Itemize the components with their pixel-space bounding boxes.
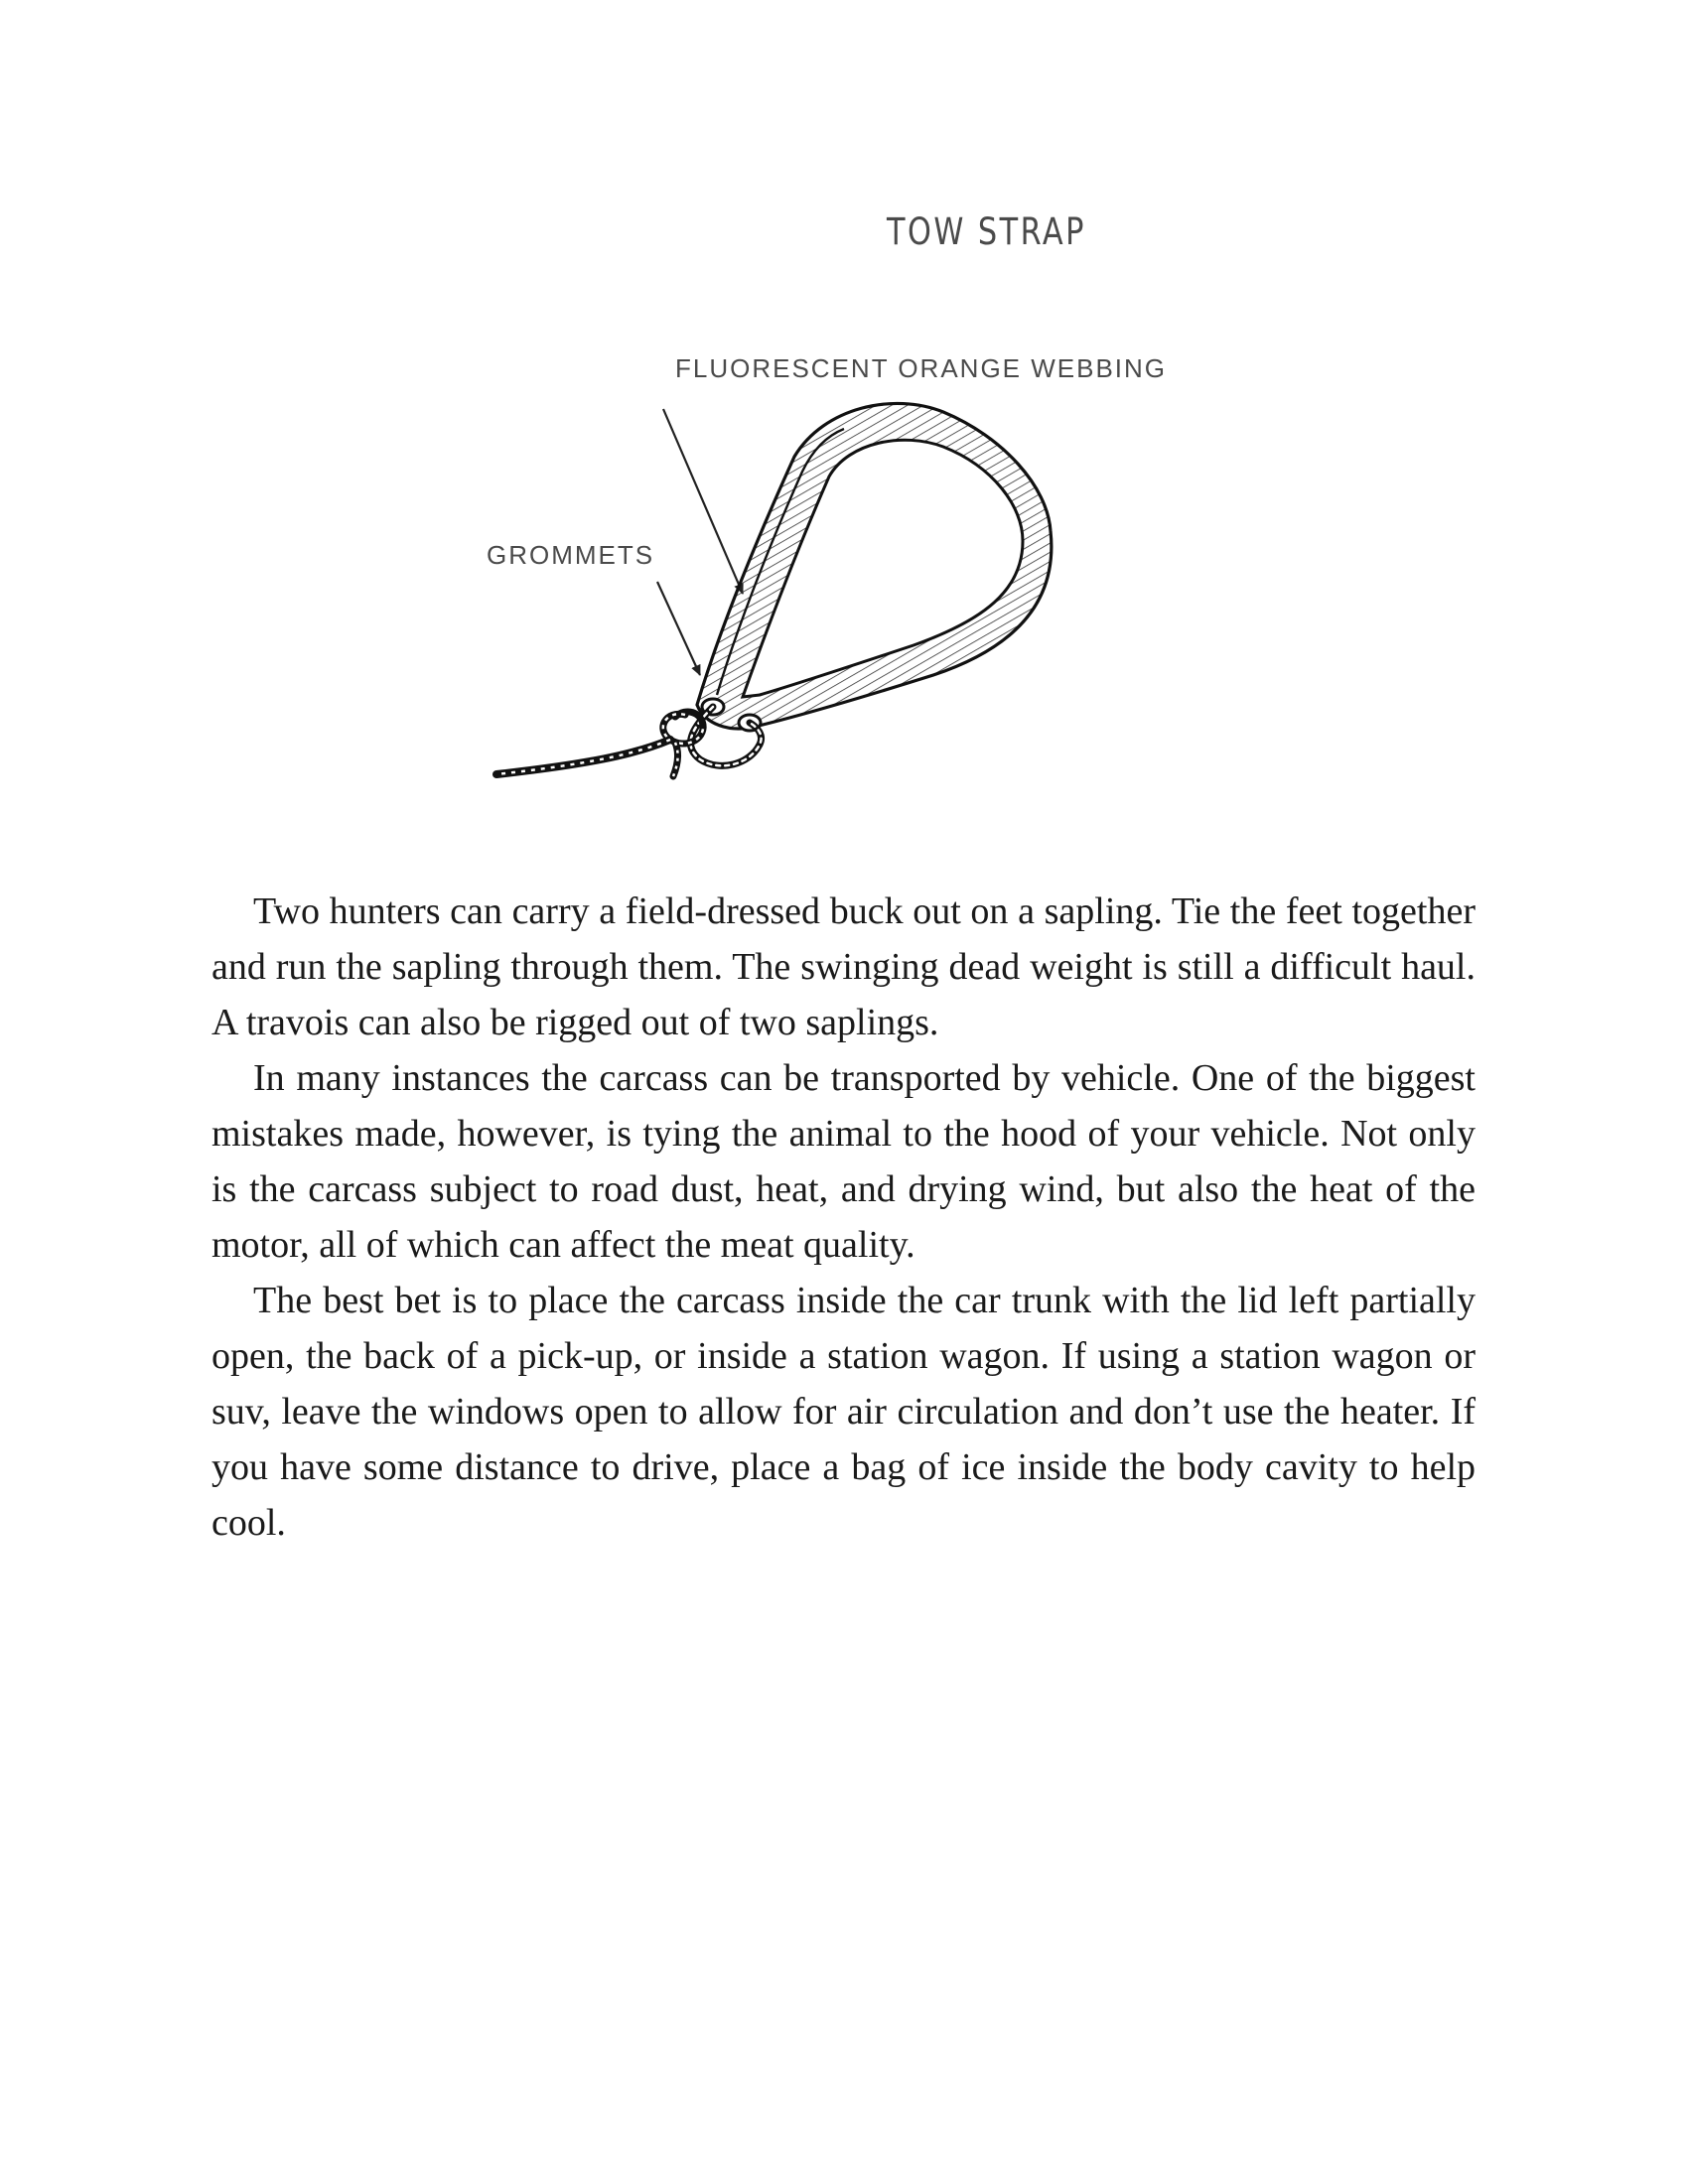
paragraph: Two hunters can carry a field-dressed buck out on a sapling. Tie the feet together and run the sapling through them. The swinging dead weight is still a difficult haul. A travois can also be rigged out of two saplings.	[211, 890, 1476, 1043]
rope-tail	[496, 740, 670, 774]
tow-strap-illustration	[467, 347, 1221, 824]
grommets-callout-label: GROMMETS	[487, 540, 655, 570]
webbing-arrow	[663, 409, 743, 594]
body-text	[211, 884, 1476, 1551]
paragraph: In many instances the carcass can be transported by vehicle. One of the biggest mistakes made, however, is tying the animal to the hood of your vehicle. Not only is the carcass subject to road dust, heat, and drying wind, but also the heat of the motor, all of which can affect the meat quality.	[211, 1057, 1476, 1266]
paragraph: The best bet is to place the carcass inside the car trunk with the lid left partially open, the back of a pick-up, or inside a station wagon. If using a station wagon or suv, leave the windows open to allow for air circulation and don’t use the heater. If you have some distance to drive, place a bag of ice inside the body cavity to help cool.	[211, 1280, 1476, 1544]
webbing-callout-label: FLUORESCENT ORANGE WEBBING	[675, 353, 1168, 383]
figure-title: TOW STRAP	[887, 210, 1086, 253]
grommets-arrow	[657, 582, 700, 675]
tow-strap-drawing	[467, 347, 1221, 824]
